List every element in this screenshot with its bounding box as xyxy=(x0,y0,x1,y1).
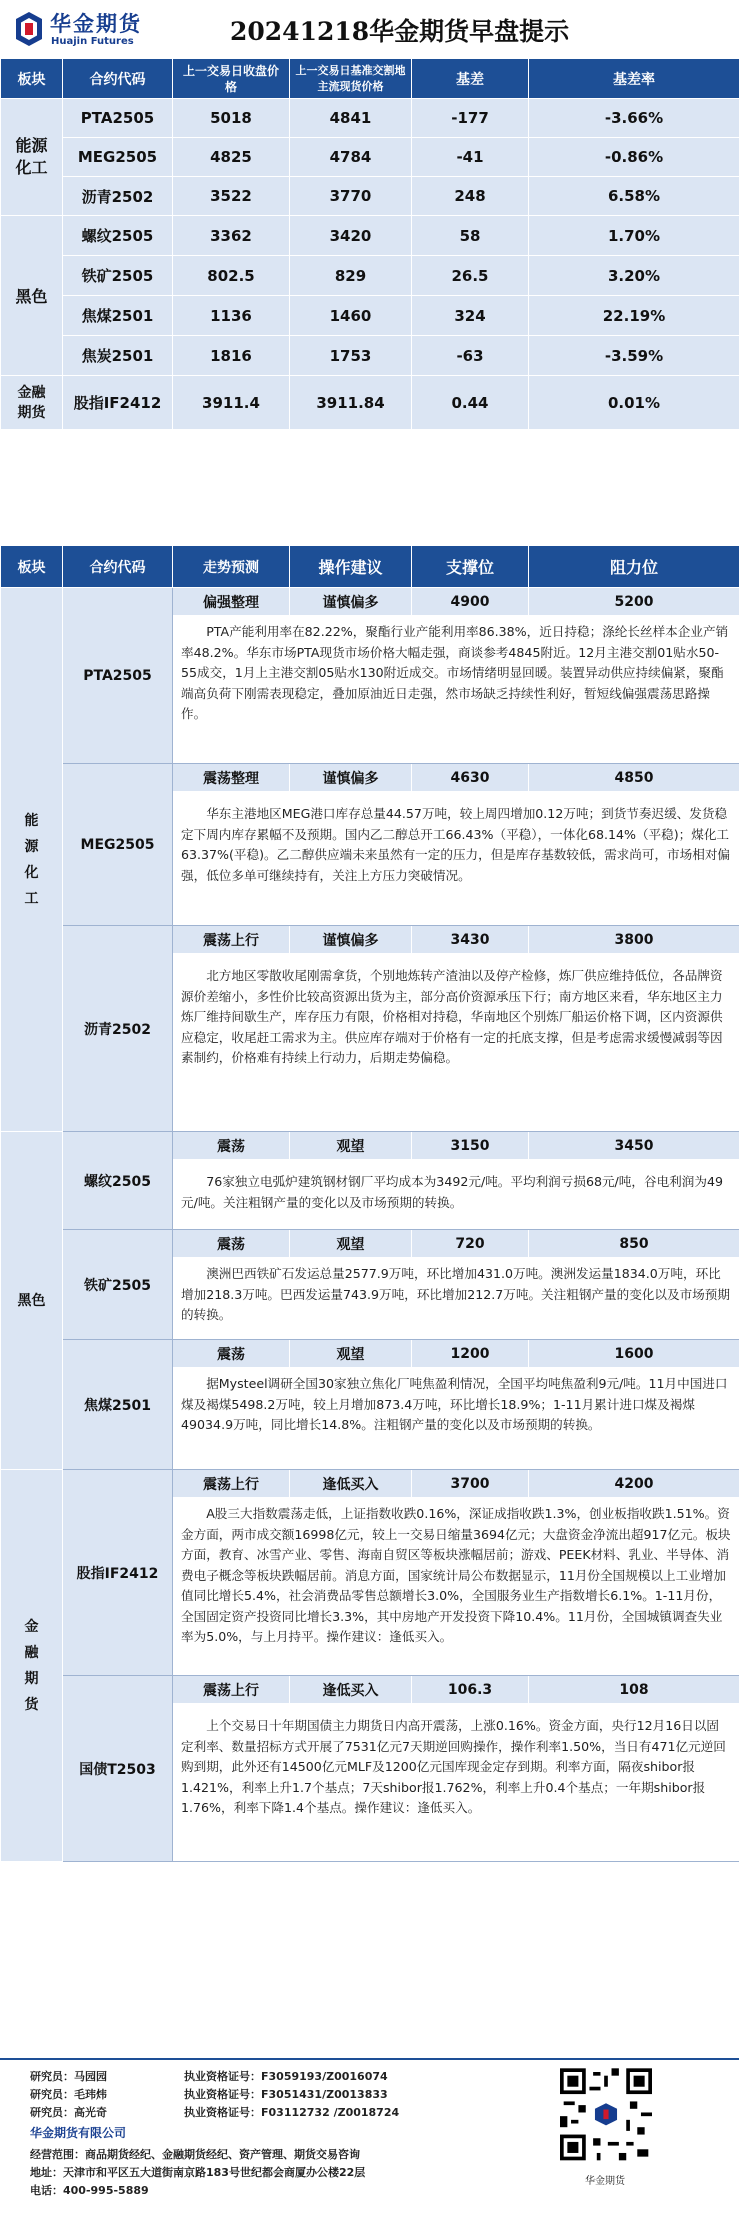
resistance-level: 3800 xyxy=(529,926,739,954)
qr-code-icon xyxy=(560,2068,652,2168)
operation-advice: 逢低买入 xyxy=(290,1676,412,1704)
contract-code: MEG2505 xyxy=(63,764,173,926)
operation-advice: 逢低买入 xyxy=(290,1470,412,1498)
close-price: 802.5 xyxy=(173,256,290,296)
col-header-code: 合约代码 xyxy=(63,546,173,588)
support-level: 720 xyxy=(412,1230,529,1258)
basis-value: 0.44 xyxy=(412,376,529,430)
table-row xyxy=(1,138,739,177)
contract-code: 铁矿2505 xyxy=(63,256,173,296)
sector-cell: 金融期货 xyxy=(1,376,63,430)
spot-price: 3911.84 xyxy=(290,376,412,430)
trend-forecast: 震荡 xyxy=(173,1230,290,1258)
close-price: 1816 xyxy=(173,336,290,376)
company-logo xyxy=(14,8,164,52)
researcher-line: 研究员：毛玮炜 执业资格证号：F3051431/Z0013833 xyxy=(30,2088,388,2101)
basis-value: -41 xyxy=(412,138,529,177)
col-header-sector: 板块 xyxy=(1,59,63,99)
operation-advice: 谨慎偏多 xyxy=(290,588,412,616)
operation-advice: 观望 xyxy=(290,1132,412,1160)
col-header-rate: 基差率 xyxy=(529,59,739,99)
forecast-row xyxy=(1,1340,739,1368)
forecast-row xyxy=(1,1230,739,1258)
close-price: 5018 xyxy=(173,99,290,138)
operation-advice: 谨慎偏多 xyxy=(290,926,412,954)
table-row xyxy=(1,336,739,376)
forecast-row xyxy=(1,1470,739,1498)
col-header-spot: 上一交易日基准交割地主流现货价格 xyxy=(290,59,412,99)
trend-forecast: 震荡上行 xyxy=(173,1470,290,1498)
analysis-text: A股三大指数震荡走低，上证指数收跌0.16%，深证成指收跌1.3%，创业板指收跌1.51%。资金方面，两市成交额16998亿元，较上一交易日缩量3694亿元；大盘资金净流出超917亿元。板块方面，教育、冰雪产业、零售、海南自贸区等板块涨幅居前；游戏、PEEK材料、乳业、半导体、消费电子概念等板块跌幅居前。消息方面，国家统计局公布数据显示，11月份全国规模以上工业增加值同比增长5.4%，社会消费品零售总额增长3.0%，全国服务业生产指数增长6.1%。1-11月份，全国固定资产投资同比增长3.3%，其中房地产开发投资下降10.4%。11月份，全国城镇调查失业率为5.0%，与上月持平。操作建议：逢低买入。 xyxy=(173,1498,739,1676)
spot-price: 3770 xyxy=(290,177,412,216)
basis-table xyxy=(0,58,739,430)
contract-code: 螺纹2505 xyxy=(63,1132,173,1230)
resistance-level: 3450 xyxy=(529,1132,739,1160)
resistance-level: 850 xyxy=(529,1230,739,1258)
sector-cell: 黑色 xyxy=(1,1132,63,1470)
forecast-row xyxy=(1,926,739,954)
support-level: 4900 xyxy=(412,588,529,616)
trend-forecast: 震荡上行 xyxy=(173,926,290,954)
basis-value: 324 xyxy=(412,296,529,336)
sector-cell: 能源化工 xyxy=(1,588,63,1132)
operation-advice: 谨慎偏多 xyxy=(290,764,412,792)
support-level: 3150 xyxy=(412,1132,529,1160)
col-header-basis: 基差 xyxy=(412,59,529,99)
basis-value: -63 xyxy=(412,336,529,376)
table-row xyxy=(1,296,739,336)
page-footer xyxy=(0,2058,739,2226)
contract-code: PTA2505 xyxy=(63,99,173,138)
resistance-level: 4200 xyxy=(529,1470,739,1498)
col-header-support: 支撑位 xyxy=(412,546,529,588)
contract-code: 焦煤2501 xyxy=(63,296,173,336)
basis-rate: -0.86% xyxy=(529,138,739,177)
support-level: 3430 xyxy=(412,926,529,954)
close-price: 1136 xyxy=(173,296,290,336)
contract-code: 沥青2502 xyxy=(63,177,173,216)
company-address: 地址：天津市和平区五大道街南京路183号世纪都会商厦办公楼22层 xyxy=(30,2166,366,2179)
qr-caption: 华金期货 xyxy=(585,2176,625,2187)
col-header-code: 合约代码 xyxy=(63,59,173,99)
trend-forecast: 震荡上行 xyxy=(173,1676,290,1704)
contract-code: 沥青2502 xyxy=(63,926,173,1132)
close-price: 3362 xyxy=(173,216,290,256)
analysis-text: 华东主港地区MEG港口库存总量44.57万吨，较上周四增加0.12万吨；到货节奏迟缓、发货稳定下周内库存累幅不及预期。国内乙二醇总开工66.43%（平稳），一体化68.14%（平稳)；煤化工63.37%(平稳)。乙二醇供应端未来虽然有一定的压力，但是库存基数较低，需求尚可，市场相对偏强，低位多单可继续持有，关注上方压力突破情况。 xyxy=(173,792,739,926)
basis-rate: 22.19% xyxy=(529,296,739,336)
company-name: 华金期货有限公司 xyxy=(30,2126,127,2140)
basis-rate: -3.66% xyxy=(529,99,739,138)
table-row xyxy=(1,376,739,430)
basis-value: -177 xyxy=(412,99,529,138)
col-header-sector: 板块 xyxy=(1,546,63,588)
close-price: 4825 xyxy=(173,138,290,177)
analysis-text: 上个交易日十年期国债主力期货日内高开震荡，上涨0.16%。资金方面，央行12月16日以固定利率、数量招标方式开展了7531亿元7天期逆回购操作，操作利率1.50%，当日有471亿元逆回购到期，此外还有14500亿元MLF及1200亿元国库现金定存到期。利率方面，隔夜shibor报1.421%，利率上升1.7个基点；7天shibor报1.762%，利率上升0.4个基点；一年期shibor报1.76%，利率下降1.4个基点。操作建议：逢低买入。 xyxy=(173,1704,739,1862)
forecast-row xyxy=(1,588,739,616)
forecast-row xyxy=(1,1132,739,1160)
analysis-text: PTA产能利用率在82.22%，聚酯行业产能利用率86.38%，近日持稳；涤纶长丝样本企业产销率48.2%。华东市场PTA现货市场价格大幅走强，商谈参考4845附近。12月主港交割01贴水50-55成交，1月上主港交割05贴水130附近成交。市场情绪明显回暖。装置异动供应持续偏紧，聚酯端高负荷下刚需表现稳定，叠加原油近日走强，然市场缺乏持续性利好，暂短线偏强震荡思路操作。 xyxy=(173,616,739,764)
sector-cell: 能源化工 xyxy=(1,99,63,216)
col-header-trend: 走势预测 xyxy=(173,546,290,588)
trend-forecast: 震荡整理 xyxy=(173,764,290,792)
page-header xyxy=(0,0,739,58)
researcher-line: 研究员：马园园 执业资格证号：F3059193/Z0016074 xyxy=(30,2070,388,2083)
analysis-text: 据Mysteel调研全国30家独立焦化厂吨焦盈利情况，全国平均吨焦盈利9元/吨。11月中国进口煤及褐煤5498.2万吨，较上月增加873.4万吨，环比增长18.9%；1-11月累计进口煤及褐煤49034.9万吨，同比增长14.8%。注粗钢产量的变化以及市场预期的转换。 xyxy=(173,1368,739,1470)
support-level: 106.3 xyxy=(412,1676,529,1704)
spot-price: 4784 xyxy=(290,138,412,177)
trend-forecast: 偏强整理 xyxy=(173,588,290,616)
basis-rate: 0.01% xyxy=(529,376,739,430)
col-header-close: 上一交易日收盘价格 xyxy=(173,59,290,99)
table-row xyxy=(1,216,739,256)
operation-advice: 观望 xyxy=(290,1230,412,1258)
spot-price: 829 xyxy=(290,256,412,296)
trend-forecast: 震荡 xyxy=(173,1132,290,1160)
company-phone: 电话：400-995-5889 xyxy=(30,2184,149,2197)
trend-forecast: 震荡 xyxy=(173,1340,290,1368)
contract-code: 国债T2503 xyxy=(63,1676,173,1862)
spot-price: 1753 xyxy=(290,336,412,376)
resistance-level: 1600 xyxy=(529,1340,739,1368)
operation-advice: 观望 xyxy=(290,1340,412,1368)
close-price: 3522 xyxy=(173,177,290,216)
contract-code: 螺纹2505 xyxy=(63,216,173,256)
analysis-table xyxy=(0,545,739,1862)
support-level: 3700 xyxy=(412,1470,529,1498)
col-header-advice: 操作建议 xyxy=(290,546,412,588)
logo-mark-icon xyxy=(14,10,44,48)
page-title: 20241218华金期货早盘提示 xyxy=(230,17,570,46)
sector-cell: 黑色 xyxy=(1,216,63,376)
col-header-resist: 阻力位 xyxy=(529,546,739,588)
sector-cell: 金融期货 xyxy=(1,1470,63,1862)
forecast-row xyxy=(1,764,739,792)
basis-rate: 6.58% xyxy=(529,177,739,216)
spot-price: 3420 xyxy=(290,216,412,256)
basis-value: 248 xyxy=(412,177,529,216)
contract-code: 焦炭2501 xyxy=(63,336,173,376)
contract-code: 股指IF2412 xyxy=(63,376,173,430)
spot-price: 4841 xyxy=(290,99,412,138)
logo-text-cn: 华金期货 xyxy=(50,12,142,36)
basis-rate: 3.20% xyxy=(529,256,739,296)
basis-table-header xyxy=(1,59,739,99)
contract-code: 股指IF2412 xyxy=(63,1470,173,1676)
basis-rate: 1.70% xyxy=(529,216,739,256)
forecast-row xyxy=(1,1676,739,1704)
table-row xyxy=(1,99,739,138)
table-row xyxy=(1,256,739,296)
basis-value: 26.5 xyxy=(412,256,529,296)
spot-price: 1460 xyxy=(290,296,412,336)
contract-code: PTA2505 xyxy=(63,588,173,764)
analysis-table-header xyxy=(1,546,739,588)
basis-rate: -3.59% xyxy=(529,336,739,376)
business-scope: 经营范围：商品期货经纪、金融期货经纪、资产管理、期货交易咨询 xyxy=(30,2148,360,2161)
contract-code: 焦煤2501 xyxy=(63,1340,173,1470)
resistance-level: 5200 xyxy=(529,588,739,616)
support-level: 4630 xyxy=(412,764,529,792)
support-level: 1200 xyxy=(412,1340,529,1368)
basis-value: 58 xyxy=(412,216,529,256)
logo-text-en: Huajin Futures xyxy=(51,36,134,47)
researcher-line: 研究员：高光奇 执业资格证号：F03112732 /Z0018724 xyxy=(30,2106,400,2119)
resistance-level: 4850 xyxy=(529,764,739,792)
resistance-level: 108 xyxy=(529,1676,739,1704)
analysis-text: 澳洲巴西铁矿石发运总量2577.9万吨，环比增加431.0万吨。澳洲发运量1834.0万吨，环比增加218.3万吨。巴西发运量743.9万吨，环比增加212.7万吨。关注粗钢产量的变化以及市场预期的转换。 xyxy=(173,1258,739,1340)
contract-code: MEG2505 xyxy=(63,138,173,177)
contract-code: 铁矿2505 xyxy=(63,1230,173,1340)
close-price: 3911.4 xyxy=(173,376,290,430)
table-row xyxy=(1,177,739,216)
analysis-text: 76家独立电弧炉建筑钢材钢厂平均成本为3492元/吨。平均利润亏损68元/吨，谷电利润为49元/吨。关注粗钢产量的变化以及市场预期的转换。 xyxy=(173,1160,739,1230)
analysis-text: 北方地区零散收尾刚需拿货，个别地炼转产渣油以及停产检修，炼厂供应维持低位，各品牌资源价差缩小，多性价比较高资源出货为主，部分高价资源承压下行；南方地区来看，华东地区主力炼厂维持间歇生产，库存压力有限，价格相对持稳，华南地区个别炼厂船运价格下调，区内资源供应稳定，收尾赶工需求为主。供应库存端对于价格有一定的托底支撑，但是考虑需求缓慢减弱等因素制约，价格难有持续上行动力，后期走势偏稳。 xyxy=(173,954,739,1132)
